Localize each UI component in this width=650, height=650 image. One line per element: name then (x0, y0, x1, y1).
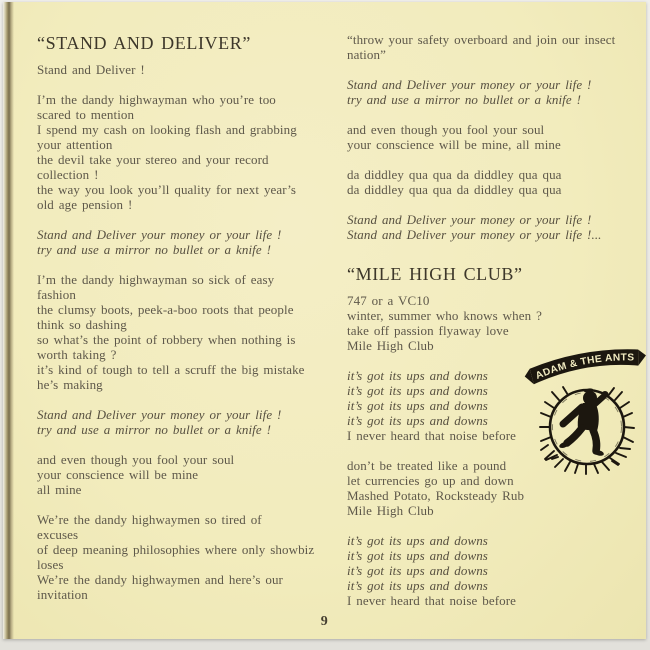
lyric-line: your conscience will be mine (37, 467, 199, 482)
lyric-line: take off passion flyaway love (347, 323, 509, 338)
lyric-line: nation” (347, 47, 386, 62)
stanza (347, 122, 645, 152)
lyric-line: da diddley qua qua da diddley qua qua (347, 167, 562, 182)
lyric-line: it’s got its ups and downs (347, 383, 488, 398)
stanza (347, 77, 645, 107)
logo-banner-ribbon (524, 345, 648, 385)
right-lyrics-column (347, 32, 645, 608)
lyric-line: da diddley qua qua da diddley qua qua (347, 182, 562, 197)
stanza (347, 533, 645, 608)
lyric-line: Stand and Deliver ! (37, 62, 145, 77)
lyric-line: it’s got its ups and downs (347, 413, 488, 428)
stanza (37, 62, 315, 77)
lyric-line: it’s got its ups and downs (347, 533, 488, 548)
lyric-line: collection ! (37, 167, 99, 182)
lyric-line: excuses (37, 527, 79, 542)
lyric-line: Mile High Club (347, 503, 434, 518)
stanza (37, 227, 315, 257)
lyric-line: I’m the dandy highwayman who you’re too (37, 92, 276, 107)
lyric-line: old age pension ! (37, 197, 133, 212)
song-title: “MILE HIGH CLUB” (347, 264, 523, 284)
lyric-line: it’s kind of tough to tell a scruff the big mistake (37, 362, 305, 377)
lyric-line: I never heard that noise before (347, 593, 517, 608)
stanza (37, 407, 315, 437)
lyric-line: Mile High Club (347, 338, 434, 353)
lyric-line: your attention (37, 137, 113, 152)
lyric-line: I never heard that noise before (347, 428, 517, 443)
lyric-line: Stand and Deliver your money or your life ! (37, 407, 282, 422)
lyric-line: try and use a mirror no bullet or a knife ! (37, 242, 272, 257)
lyric-line: let currencies go up and down (347, 473, 514, 488)
lyric-line: loses (37, 557, 64, 572)
lyric-line: fashion (37, 287, 76, 302)
stanza (37, 512, 315, 602)
lyric-line: it’s got its ups and downs (347, 398, 488, 413)
lyric-line: and even though you fool your soul (37, 452, 235, 467)
lyric-line: invitation (37, 587, 88, 602)
lyric-line: it’s got its ups and downs (347, 563, 488, 578)
lyric-line: We’re the dandy highwaymen so tired of (37, 512, 262, 527)
lyric-line: of deep meaning philosophies where only showbiz (37, 542, 315, 557)
stanza (347, 32, 645, 62)
page-number: 9 (320, 614, 329, 629)
lyric-line: try and use a mirror no bullet or a knife ! (347, 92, 582, 107)
lyric-line: your conscience will be mine, all mine (347, 137, 561, 152)
booklet-page (3, 2, 646, 639)
lyric-line: so what’s the point of robbery when nothing is (37, 332, 296, 347)
lyric-line: don’t be treated like a pound (347, 458, 507, 473)
lyric-line: We’re the dandy highwaymen and here’s our (37, 572, 283, 587)
lyric-line: I spend my cash on looking flash and grabbing (37, 122, 297, 137)
stanza (37, 272, 315, 392)
lyric-line: 747 or a VC10 (347, 293, 430, 308)
stanza (37, 452, 315, 497)
adam-and-the-ants-logo (524, 345, 648, 477)
song-title: “STAND AND DELIVER” (37, 33, 251, 53)
lyric-line: winter, summer who knows when ? (347, 308, 542, 323)
stanza (347, 212, 645, 242)
stanza (347, 293, 645, 353)
lyric-line: try and use a mirror no bullet or a knife ! (37, 422, 272, 437)
lyric-line: the way you look you’ll quality for next year’s (37, 182, 297, 197)
lyric-line: I’m the dandy highwayman so sick of easy (37, 272, 275, 287)
logo-banner-text: ADAM & THE ANTS (534, 352, 635, 382)
lyric-line: “throw your safety overboard and join our insect (347, 32, 616, 47)
lyric-line: Stand and Deliver your money or your life !... (347, 227, 602, 242)
dancing-figure (558, 388, 608, 456)
lyric-line: and even though you fool your soul (347, 122, 545, 137)
lyric-line: Mashed Potato, Rocksteady Rub (347, 488, 525, 503)
lyric-line: Stand and Deliver your money or your life ! (347, 77, 592, 92)
lyric-line: it’s got its ups and downs (347, 368, 488, 383)
lyric-line: worth taking ? (37, 347, 117, 362)
lyric-line: it’s got its ups and downs (347, 548, 488, 563)
lyric-line: all mine (37, 482, 82, 497)
lyric-line: scared to mention (37, 107, 135, 122)
stanza (347, 167, 645, 197)
lyric-line: he’s making (37, 377, 103, 392)
lyric-line: it’s got its ups and downs (347, 578, 488, 593)
left-lyrics-column (37, 32, 315, 602)
booklet-spine-fold (3, 2, 14, 639)
lyric-line: Stand and Deliver your money or your life ! (347, 212, 592, 227)
lyric-line: the devil take your stereo and your record (37, 152, 269, 167)
lyric-line: think so dashing (37, 317, 127, 332)
stanza (37, 92, 315, 212)
lyric-line: Stand and Deliver your money or your life ! (37, 227, 282, 242)
lyric-line: the clumsy boots, peek-a-boo roots that people (37, 302, 294, 317)
